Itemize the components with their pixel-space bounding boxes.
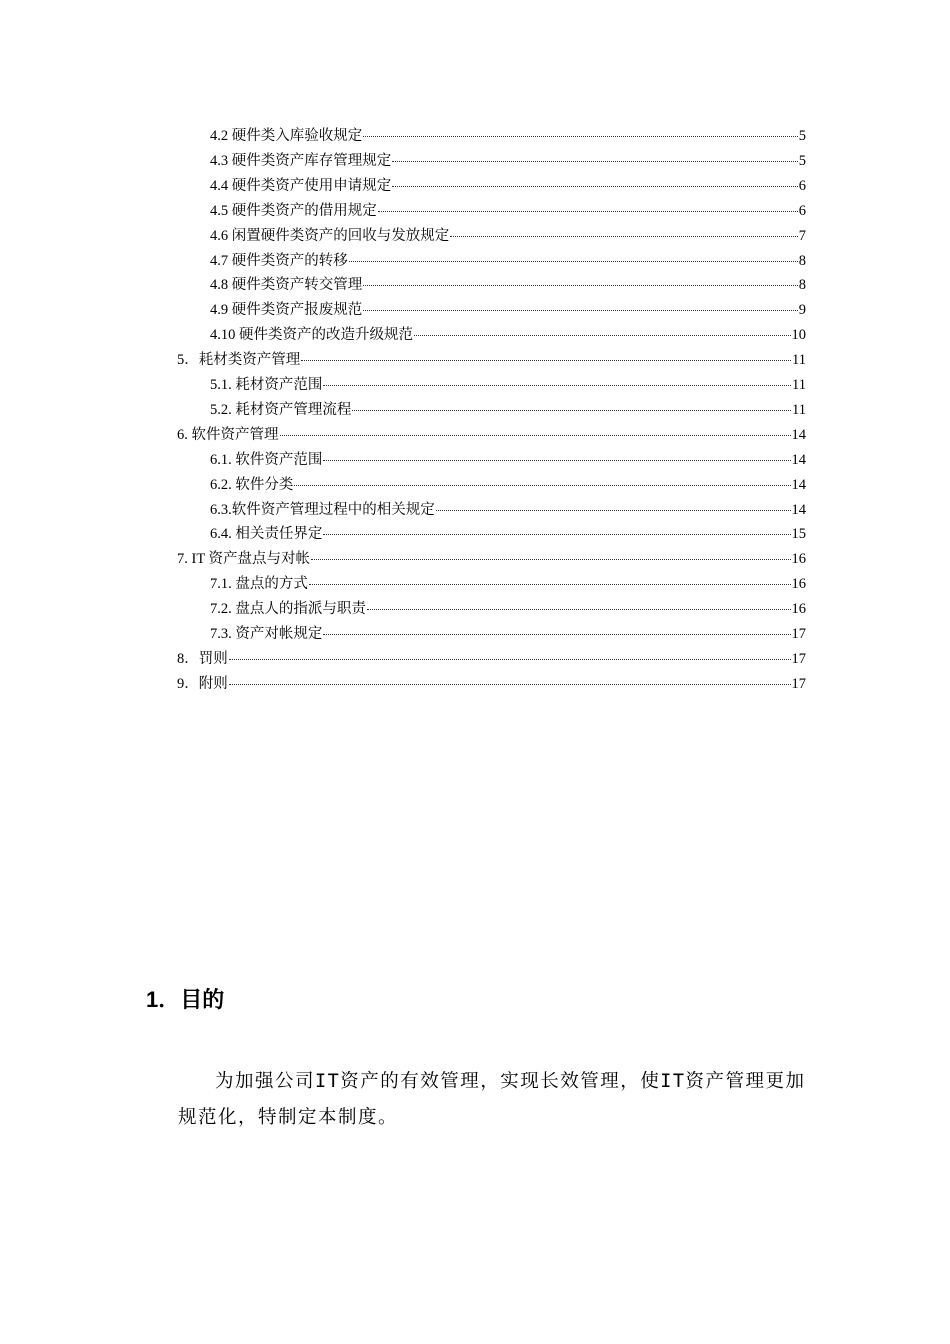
toc-dot-leader — [323, 385, 791, 386]
toc-entry-title: 7.2. 盘点人的指派与职责 — [210, 601, 366, 618]
toc-dot-leader — [280, 435, 791, 436]
toc-entry[interactable] — [210, 323, 806, 347]
toc-dot-leader — [229, 684, 791, 685]
toc-dot-leader — [229, 659, 791, 660]
toc-entry[interactable] — [210, 149, 806, 173]
toc-entry[interactable] — [177, 348, 806, 372]
toc-entry[interactable] — [210, 448, 806, 472]
toc-entry-page-number: 15 — [791, 526, 806, 543]
toc-entry[interactable] — [210, 522, 806, 546]
toc-entry-page-number: 11 — [792, 401, 806, 418]
toc-entry[interactable] — [210, 249, 806, 273]
toc-entry[interactable] — [177, 647, 806, 671]
toc-entry-title: 4.5 硬件类资产的借用规定 — [210, 202, 377, 219]
toc-dot-leader — [392, 161, 798, 162]
toc-entry-title: 5．耗材类资产管理 — [177, 352, 301, 369]
toc-dot-leader — [363, 136, 798, 137]
toc-dot-leader — [363, 285, 798, 286]
toc-dot-leader — [301, 360, 791, 361]
toc-entry-title: 6. 软件资产管理 — [177, 426, 279, 443]
toc-entry-title: 6.1. 软件资产范围 — [210, 451, 323, 468]
toc-entry-page-number: 14 — [791, 501, 806, 518]
toc-entry[interactable] — [210, 597, 806, 621]
toc-entry-page-number: 11 — [792, 352, 806, 369]
toc-entry-page-number: 6 — [798, 202, 806, 219]
toc-dot-leader — [352, 410, 791, 411]
toc-entry-page-number: 16 — [791, 551, 806, 568]
toc-entry-page-number: 5 — [798, 128, 806, 144]
toc-entry-page-number: 10 — [791, 327, 806, 344]
toc-entry-page-number: 5 — [798, 152, 806, 169]
toc-dot-leader — [392, 186, 798, 187]
toc-entry-page-number: 17 — [791, 675, 806, 692]
toc-dot-leader — [367, 609, 791, 610]
toc-entry-page-number: 8 — [798, 277, 806, 294]
toc-entry-page-number: 6 — [798, 177, 806, 194]
toc-entry-title: 8．罚则 — [177, 650, 228, 667]
toc-entry-title: 5.1. 耗材资产范围 — [210, 377, 323, 393]
toc-dot-leader — [414, 335, 791, 336]
section-paragraph: 为加强公司IT资产的有效管理，实现长效管理，使IT资产管理更加规范化，特制定本制度。 — [178, 1071, 806, 1128]
toc-entry[interactable] — [210, 473, 806, 497]
toc-dot-leader — [323, 534, 790, 535]
toc-entry-title: 6.3.软件资产管理过程中的相关规定 — [210, 501, 435, 518]
toc-entry[interactable] — [210, 298, 806, 322]
toc-entry[interactable] — [177, 672, 806, 696]
toc-entry[interactable] — [210, 498, 806, 522]
toc-entry-title: 9．附则 — [177, 675, 228, 692]
toc-entry-page-number: 14 — [791, 426, 806, 443]
toc-dot-leader — [363, 310, 798, 311]
toc-dot-leader — [436, 510, 791, 511]
toc-entry[interactable] — [210, 224, 806, 248]
toc-entry[interactable] — [177, 547, 806, 571]
toc-entry-page-number: 8 — [798, 252, 806, 269]
toc-entry[interactable] — [210, 124, 806, 148]
toc-entry-page-number: 16 — [791, 576, 806, 593]
toc-entry-title: 4.2 硬件类入库验收规定 — [210, 128, 363, 144]
toc-entry[interactable] — [210, 572, 806, 596]
toc-dot-leader — [450, 236, 798, 237]
toc-entry-page-number: 14 — [791, 451, 806, 468]
toc-entry-title: 4.7 硬件类资产的转移 — [210, 252, 348, 269]
toc-dot-leader — [349, 261, 798, 262]
toc-entry-title: 7. IT 资产盘点与对帐 — [177, 551, 311, 568]
toc-entry[interactable] — [210, 273, 806, 297]
toc-entry-page-number: 16 — [791, 601, 806, 618]
toc-dot-leader — [378, 211, 798, 212]
toc-dot-leader — [309, 584, 791, 585]
toc-entry[interactable] — [210, 622, 806, 646]
toc-entry[interactable] — [210, 398, 806, 422]
toc-entry-title: 4.3 硬件类资产库存管理规定 — [210, 152, 392, 169]
toc-entry-title: 6.4. 相关责任界定 — [210, 526, 323, 543]
toc-entry-title: 7.3. 资产对帐规定 — [210, 626, 323, 642]
toc-entry-title: 5.2. 耗材资产管理流程 — [210, 401, 352, 418]
toc-dot-leader — [323, 460, 790, 461]
toc-entry[interactable] — [177, 423, 806, 447]
toc-entry-title: 6.2. 软件分类 — [210, 476, 294, 493]
toc-dot-leader — [294, 485, 790, 486]
toc-entry-page-number: 9 — [798, 302, 806, 319]
toc-dot-leader — [311, 559, 790, 560]
toc-entry[interactable] — [210, 174, 806, 198]
toc-entry-title: 4.9 硬件类资产报废规范 — [210, 302, 363, 319]
toc-entry-page-number: 11 — [792, 377, 806, 393]
toc-entry-page-number: 17 — [791, 650, 806, 667]
toc-entry-page-number: 17 — [791, 626, 806, 642]
toc-entry-page-number: 14 — [791, 476, 806, 493]
toc-entry-page-number: 7 — [798, 227, 806, 244]
toc-entry-title: 4.8 硬件类资产转交管理 — [210, 277, 363, 294]
toc-entry-title: 7.1. 盘点的方式 — [210, 576, 308, 593]
toc-entry-title: 4.6 闲置硬件类资产的回收与发放规定 — [210, 227, 450, 244]
toc-dot-leader — [323, 634, 790, 635]
toc-entry[interactable] — [210, 373, 806, 397]
section-heading: 1．目的 — [146, 987, 225, 1012]
toc-entry[interactable] — [210, 199, 806, 223]
toc-entry-title: 4.4 硬件类资产使用申请规定 — [210, 177, 392, 194]
toc-entry-title: 4.10 硬件类资产的改造升级规范 — [210, 327, 413, 344]
